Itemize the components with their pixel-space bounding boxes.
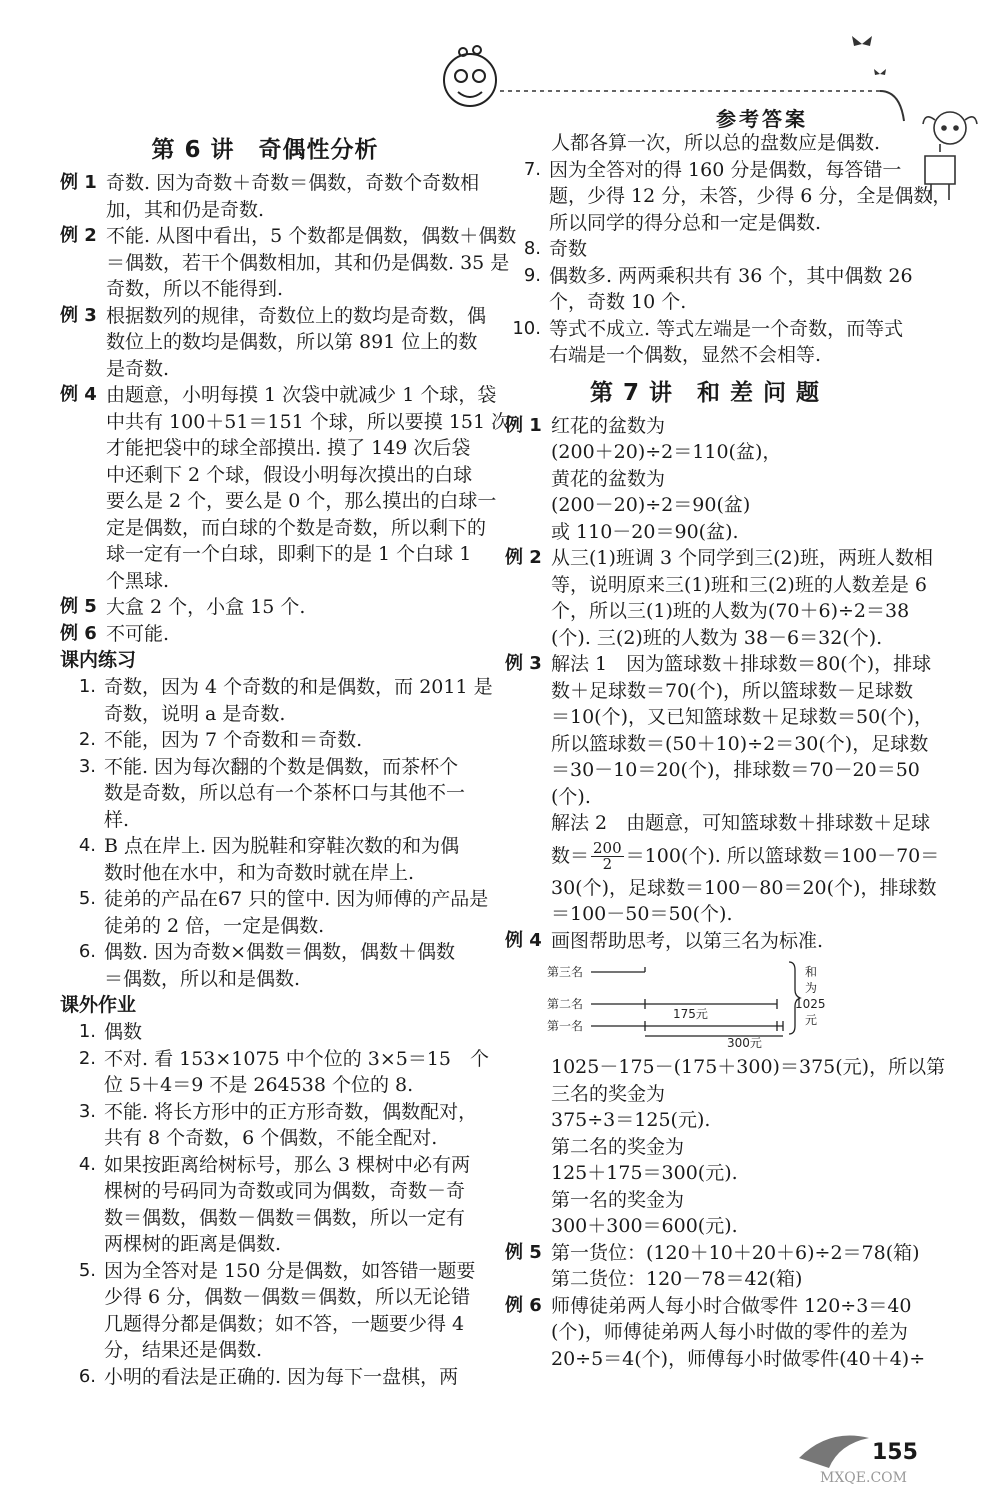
item-text-line: 球一定有一个白球，即剩下的是 1 个白球 1: [106, 543, 472, 565]
cartoon-face-icon: [444, 46, 496, 106]
example-4-line: 125＋175＝300(元).: [551, 1162, 738, 1184]
item-text-line: (200＋20)÷2＝110(盆)，: [551, 441, 782, 463]
class-practice-heading: 课内练习: [60, 649, 137, 671]
item-text-line: 数是奇数，所以总有一个茶杯口与其他不一: [104, 782, 466, 804]
item-number: 1.: [78, 676, 96, 697]
example-label: 例 2: [505, 547, 542, 568]
item-text-line: 不对. 看 153×1075 中个位的 3×5＝15 个: [104, 1047, 490, 1070]
prize-diagram: [545, 958, 845, 1050]
example-label: 例 5: [505, 1241, 542, 1263]
exercise-item: [60, 1152, 470, 1258]
item-number: 4.: [78, 835, 96, 856]
diagram-label-third: 第三名: [547, 965, 584, 979]
example-4-line: 第二名的奖金为: [551, 1135, 685, 1158]
homework-items-continued: [505, 157, 952, 369]
item-number: 8.: [523, 238, 541, 259]
item-text-line: 分，结果还是偶数.: [104, 1339, 263, 1361]
example-item: [505, 545, 933, 651]
example-3-line: 所以篮球数＝(50＋10)÷2＝30(个)，足球数: [551, 732, 929, 755]
item-text-line: 奇数，所以不能得到.: [106, 278, 284, 300]
diagram-seg-175: 175元: [673, 1007, 708, 1021]
example-item: [60, 621, 470, 648]
item-text-line: 所以同学的得分总和一定是偶数.: [549, 211, 822, 234]
item-text-line: 从三(1)班调 3 个同学到三(2)班，两班人数相: [551, 547, 933, 569]
diagram-brace-4: 元: [805, 1013, 818, 1027]
item-text-line: 大盒 2 个，小盒 15 个.: [106, 596, 306, 618]
item-text-line: 右端是一个偶数，显然不会相等.: [549, 344, 822, 366]
item-text-line: 奇数，因为 4 个奇数的和是偶数，而 2011 是: [104, 676, 493, 698]
example-3-line: 数＋足球数＝70(个)，所以篮球数－足球数: [551, 679, 914, 702]
item-text-line: 样.: [104, 808, 130, 831]
exercise-item: [60, 674, 493, 727]
item-text-line: 定是偶数，而白球的个数是奇数，所以剩下的: [106, 516, 487, 539]
example-4-line: 1025－175－(175＋300)＝375(元)，所以第: [551, 1056, 946, 1078]
item-text-line: ＝偶数，若干个偶数相加，其和仍是偶数. 35 是: [106, 251, 510, 274]
item-number: 4.: [78, 1153, 96, 1175]
item-text-line: 红花的盆数为: [551, 414, 666, 437]
exercise-item: [505, 157, 952, 237]
item-number: 5.: [78, 1259, 96, 1281]
item-number: 5.: [78, 888, 96, 909]
item-text-line: 由题意，小明每摸 1 次袋中就减少 1 个球，袋: [106, 384, 497, 406]
item-text-line: 或 110－20＝90(盆).: [551, 520, 739, 543]
fraction-suffix: ＝100(个). 所以篮球数＝100－70＝: [625, 844, 940, 867]
example-3-line: (个).: [551, 785, 591, 808]
fraction-numerator: 200: [593, 839, 622, 857]
lecture-7-title: 第 7 讲 和 差 问 题: [589, 379, 821, 406]
item-text-line: 师傅徒弟两人每小时合做零件 120÷3＝40: [551, 1294, 912, 1317]
page-number: 155: [872, 1440, 918, 1465]
diagram-label-second: 第二名: [547, 997, 584, 1011]
example-4-line: 300＋300＝600(元).: [551, 1215, 738, 1237]
fraction-denominator: 2: [602, 855, 613, 873]
item-number: 6.: [78, 1365, 96, 1387]
item-text-line: 等，说明原来三(1)班和三(2)班的人数差是 6: [551, 573, 927, 596]
item-text-line: 奇数: [549, 238, 588, 260]
item-number: 9.: [523, 264, 541, 286]
example-6: [505, 1293, 926, 1373]
exercise-item: [505, 316, 905, 369]
homework-continued: [505, 130, 905, 157]
item-text-line: 加，其和仍是奇数.: [106, 198, 265, 221]
example-label: 例 5: [60, 596, 97, 617]
example-3-line: 解法 2 由题意，可知篮球数＋排球数＋足球: [551, 812, 931, 834]
swallow-decoration-icon: [795, 1418, 875, 1478]
exercise-item: [60, 833, 470, 886]
item-text-line: 不能. 因为每次翻的个数是偶数，而茶杯个: [104, 755, 459, 778]
example-item: [60, 594, 470, 621]
item-text-line: 几题得分都是偶数；如不答，一题要少得 4: [104, 1312, 465, 1335]
example-4: [505, 928, 946, 1240]
item-text-line: 如果按距离给树标号，那么 3 棵树中必有两: [104, 1153, 471, 1176]
class-practice-list: [60, 674, 493, 992]
item-text-line: 徒弟的 2 倍，一定是偶数.: [104, 914, 325, 937]
example-1: [505, 413, 905, 546]
item-text-line: 偶数. 因为奇数×偶数＝偶数，偶数＋偶数: [104, 941, 456, 963]
exercise-item: [60, 1046, 490, 1099]
item-text-line: 因为全答对的得 160 分是偶数，每答错一: [549, 158, 902, 181]
watermark: MXQE.COM: [820, 1470, 907, 1486]
example-item: [505, 413, 905, 546]
item-number: 3.: [78, 755, 96, 777]
fraction-prefix: 数＝: [551, 844, 590, 867]
example-label: 例 6: [505, 1294, 542, 1316]
example-3-line: 解法 1 因为篮球数＋排球数＝80(个)，排球: [551, 653, 932, 675]
continued-line: 人都各算一次，所以总的盘数应是偶数.: [551, 132, 881, 154]
item-text-line: 奇数，说明 a 是奇数.: [104, 702, 286, 725]
diagram-brace-2: 为: [805, 981, 818, 995]
item-text-line: 个，所以三(1)班的人数为(70＋6)÷2＝38: [551, 600, 910, 622]
item-text-line: 数＝偶数，偶数－偶数＝偶数，所以一定有: [104, 1206, 466, 1229]
item-text-line: 才能把袋中的球全部摸出. 摸了 149 次后袋: [106, 437, 471, 459]
example-item: [505, 1240, 920, 1293]
item-text-line: 不能. 从图中看出，5 个数都是偶数，偶数＋偶数: [106, 225, 517, 247]
item-text-line: 不可能.: [106, 622, 170, 645]
diagram-label-first: 第一名: [547, 1019, 584, 1033]
example-label: 例 4: [60, 384, 97, 405]
example-4-intro: 画图帮助思考，以第三名为标准.: [551, 929, 824, 952]
item-text-line: 20÷5＝4(个)，师傅每小时做零件(40＋4)÷: [551, 1347, 926, 1370]
item-text-line: 中共有 100＋51＝151 个球，所以要摸 151 次: [106, 410, 511, 433]
right-column: [505, 130, 952, 1372]
item-text-line: 两棵树的距离是偶数.: [104, 1233, 282, 1255]
item-text-line: 黄花的盆数为: [551, 467, 666, 490]
item-text-line: 第一货位：(120＋10＋20＋6)÷2＝78(箱): [551, 1241, 920, 1264]
exercise-item: [60, 1019, 470, 1046]
item-text-line: 偶数多. 两两乘积共有 36 个，其中偶数 26: [549, 264, 913, 287]
item-text-line: 因为全答对是 150 分是偶数，如答错一题要: [104, 1259, 476, 1282]
item-text-line: 徒弟的产品在67 只的筐中. 因为师傅的产品是: [104, 888, 489, 910]
item-number: 10.: [512, 317, 541, 339]
homework-heading: 课外作业: [60, 994, 137, 1016]
header-title: 参考答案: [716, 107, 808, 131]
example-3-line: ＝30－10＝20(个)，排球数＝70－20＝50: [551, 759, 920, 781]
example-4-line: 三名的奖金为: [551, 1082, 666, 1105]
example-3-line: ＝100－50＝50(个).: [551, 903, 733, 925]
item-number: 3.: [78, 1100, 96, 1122]
example-label: 例 4: [505, 929, 542, 951]
item-text-line: 棵树的号码同为奇数或同为偶数，奇数－奇: [104, 1180, 466, 1202]
homework-list: [60, 1019, 490, 1390]
item-text-line: 不能，因为 7 个奇数和＝奇数.: [104, 729, 363, 751]
diagram-bar-third: [591, 967, 645, 972]
exercise-item: [505, 236, 905, 263]
item-number: 7.: [523, 158, 541, 180]
item-text-line: 是奇数.: [106, 357, 170, 380]
item-text-line: 要么是 2 个，要么是 0 个，那么摸出的白球一: [106, 490, 497, 512]
example-4-line: 375÷3＝125(元).: [551, 1109, 711, 1131]
item-text-line: (200－20)÷2＝90(盆): [551, 494, 751, 516]
exercise-item: [60, 727, 470, 754]
example-label: 例 6: [60, 622, 97, 644]
item-text-line: ＝偶数，所以和是偶数.: [104, 967, 301, 990]
example-label: 例 2: [60, 225, 97, 246]
example-label: 例 1: [505, 414, 542, 436]
item-text-line: 奇数. 因为奇数＋奇数＝偶数，奇数个奇数相: [106, 172, 480, 194]
example-2: [505, 545, 933, 651]
diagram-seg-300: 300元: [727, 1036, 762, 1050]
example-4-line: 第一名的奖金为: [551, 1188, 685, 1211]
item-number: 6.: [78, 941, 96, 962]
item-text-line: B 点在岸上. 因为脱鞋和穿鞋次数的和为偶: [104, 835, 460, 857]
exercise-item: [60, 1364, 470, 1391]
exercise-item: [60, 1099, 478, 1152]
example-5: [505, 1240, 920, 1293]
item-number: 1.: [78, 1021, 96, 1042]
example-item: [505, 1293, 926, 1373]
example-3-line: 30(个)，足球数＝100－80＝20(个)，排球数: [551, 876, 937, 899]
lecture-6-examples: [60, 170, 517, 647]
example-label: 例 3: [60, 304, 97, 326]
item-text-line: (个). 三(2)班的人数为 38－6＝32(个).: [551, 626, 883, 649]
diagram-brace-3: 1025: [795, 997, 826, 1011]
item-text-line: 个黑球.: [106, 569, 170, 592]
example-label: 例 1: [60, 172, 97, 193]
example-item: [60, 223, 517, 303]
item-text-line: 等式不成立. 等式左端是一个奇数，而等式: [549, 317, 904, 340]
butterfly-icon: [852, 36, 886, 75]
item-text-line: 偶数: [104, 1021, 143, 1043]
item-text-line: (个)，师傅徒弟两人每小时做的零件的差为: [551, 1321, 908, 1343]
exercise-item: [60, 754, 470, 834]
item-text-line: 中还剩下 2 个球，假设小明每次摸出的白球: [106, 463, 473, 486]
item-text-line: 个，奇数 10 个.: [549, 291, 687, 313]
item-text-line: 根据数列的规律，奇数位上的数均是奇数，偶: [106, 304, 487, 327]
item-text-line: 不能. 将长方形中的正方形奇数，偶数配对，: [104, 1100, 478, 1123]
example-item: [60, 382, 511, 594]
item-text-line: 题，少得 12 分，未答，少得 6 分，全是偶数，: [549, 185, 952, 207]
lecture-6-title: 第 6 讲 奇偶性分析: [151, 137, 379, 163]
fraction-line: [551, 837, 939, 875]
item-text-line: 小明的看法是正确的. 因为每下一盘棋，两: [104, 1365, 459, 1388]
girl-cartoon-icon: [923, 112, 977, 144]
item-text-line: 位 5＋4＝9 不是 264538 个位的 8.: [104, 1074, 414, 1096]
item-text-line: 数时他在水中，和为奇数时就在岸上.: [104, 861, 415, 884]
example-item: [60, 303, 487, 383]
header-decoration: [0, 0, 1000, 150]
fraction: [591, 841, 624, 872]
exercise-item: [60, 939, 470, 992]
item-number: 2.: [78, 1047, 96, 1069]
example-3-line: ＝10(个)，又已知篮球数＋足球数＝50(个)，: [551, 706, 934, 728]
diagram-bar-first: [591, 1021, 783, 1031]
item-text-line: 数位上的数均是偶数，所以第 891 位上的数: [106, 331, 478, 353]
example-3: [505, 651, 940, 928]
diagram-brace-1: 和: [805, 965, 818, 979]
item-text-line: 第二货位：120－78＝42(箱): [551, 1268, 803, 1290]
exercise-item: [505, 263, 913, 316]
exercise-item: [60, 886, 489, 939]
item-text-line: 少得 6 分，偶数－偶数＝偶数，所以无论错: [104, 1286, 471, 1308]
left-column: [60, 130, 517, 1390]
header-curve: [880, 91, 904, 121]
example-item: [60, 170, 480, 223]
item-number: 2.: [78, 729, 96, 750]
item-text-line: 共有 8 个奇数，6 个偶数，不能全配对.: [104, 1127, 438, 1149]
example-label: 例 3: [505, 653, 542, 674]
exercise-item: [60, 1258, 476, 1364]
